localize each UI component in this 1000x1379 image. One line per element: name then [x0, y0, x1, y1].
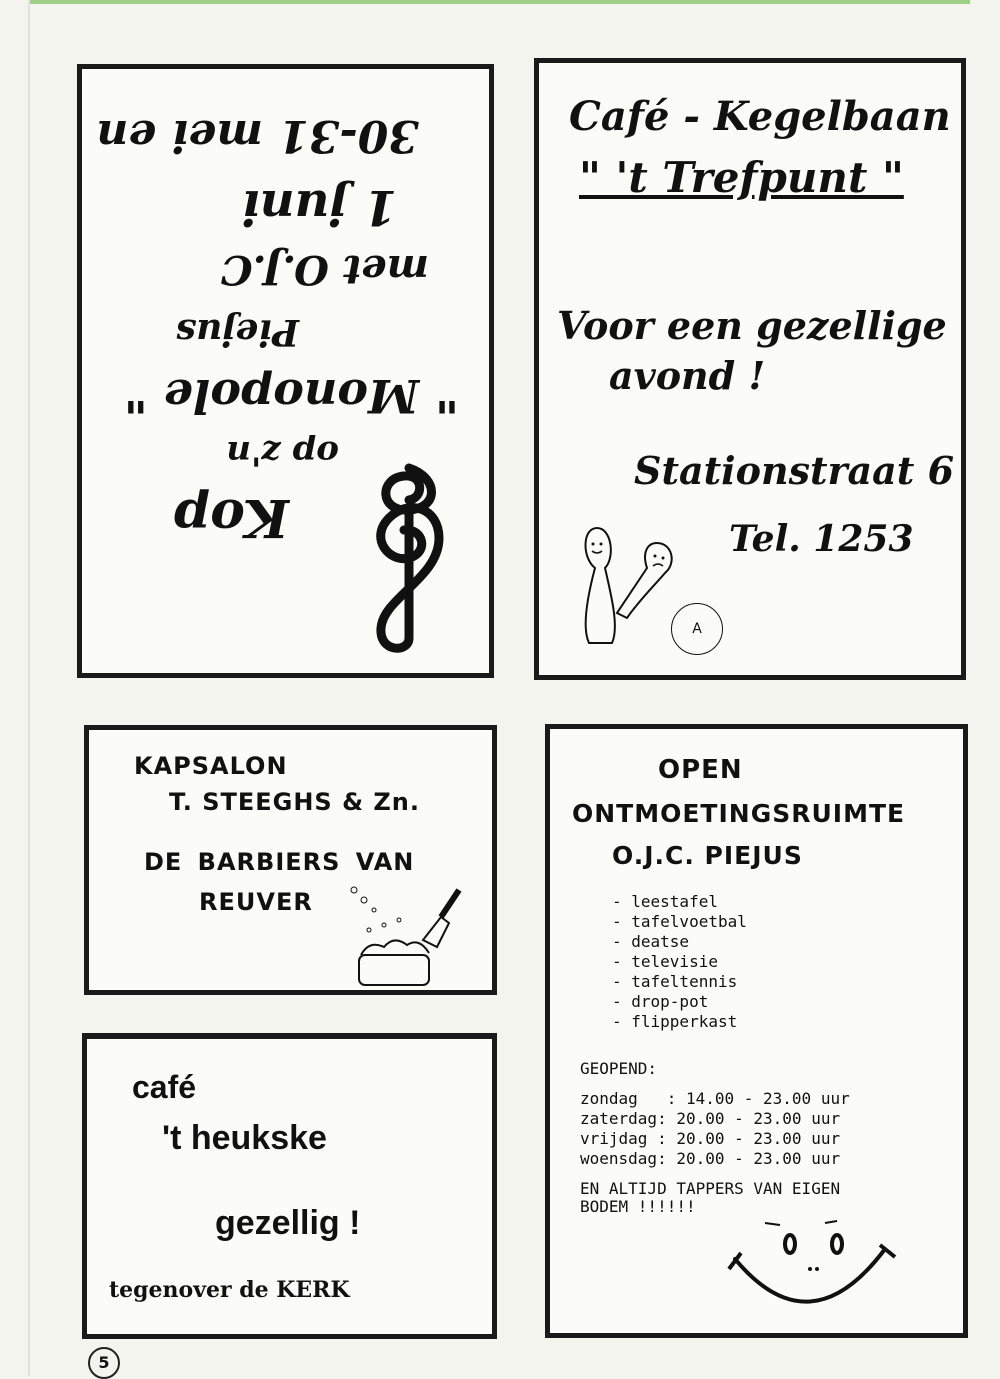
ad-concert-box [77, 64, 494, 678]
ad-ojc-footer1: EN ALTIJD TAPPERS VAN EIGEN [580, 1179, 841, 1198]
ad-kapsalon-line3: DE BARBIERS VAN [144, 848, 415, 876]
ad-concert-line1: 30-31 mei en [96, 110, 419, 161]
ad-cafe-kegelbaan-tagline2: avond ! [609, 353, 766, 398]
ad-concert-line6: op z'n [226, 433, 339, 473]
ad-concert-line7: Kop [173, 487, 289, 548]
ad-cafe-kegelbaan-signature: A [671, 603, 723, 655]
ad-concert-line5: " Monopole " [123, 369, 459, 423]
page-number: 5 [88, 1347, 120, 1379]
ad-concert-line2: 1 juni [241, 179, 397, 235]
ad-heukske-line3: gezellig ! [215, 1204, 361, 1242]
ad-heukske-line1: café [132, 1069, 197, 1105]
ad-ojc-item: - drop-pot [612, 992, 709, 1011]
ad-ojc-item: - leestafel [612, 892, 718, 911]
ad-concert-rotated [82, 69, 489, 673]
ad-ojc-item: - tafelvoetbal [612, 912, 747, 931]
ad-ojc-title2: ONTMOETINGSRUIMTE [572, 799, 906, 828]
ad-ojc-item: - flipperkast [612, 1012, 738, 1031]
ad-ojc-schedule-row: zaterdag: 20.00 - 23.00 uur [580, 1109, 841, 1128]
ad-cafe-kegelbaan-tagline1: Voor een gezellige [557, 303, 947, 348]
ad-ojc-box [545, 724, 968, 1338]
ad-heukske-box [82, 1033, 497, 1339]
ad-ojc-schedule-row: woensdag: 20.00 - 23.00 uur [580, 1149, 841, 1168]
page-edge [28, 0, 30, 1376]
ad-kapsalon-line4: REUVER [199, 888, 313, 916]
ad-kapsalon-line2: T. STEEGHS & Zn. [169, 788, 420, 816]
ad-cafe-kegelbaan-box [534, 58, 966, 680]
ad-ojc-title1: OPEN [658, 755, 743, 785]
ad-cafe-kegelbaan-address: Stationstraat 6 [634, 448, 955, 493]
ad-ojc-item: - tafeltennis [612, 972, 738, 991]
ad-ojc-open-label: GEOPEND: [580, 1059, 658, 1078]
ad-ojc-item: - televisie [612, 952, 718, 971]
ad-ojc-schedule-row: vrijdag : 20.00 - 23.00 uur [580, 1129, 841, 1148]
ad-ojc-schedule-row: zondag : 14.00 - 23.00 uur [580, 1089, 850, 1108]
ad-cafe-kegelbaan-title: Café - Kegelbaan [569, 93, 951, 140]
smiley-face-icon [725, 1219, 900, 1319]
ad-ojc-title3: O.J.C. PIEJUS [612, 841, 803, 870]
treble-clef-icon [369, 458, 449, 658]
ad-kapsalon-line1: KAPSALON [134, 752, 288, 780]
ad-ojc-item: - deatse [612, 932, 690, 951]
ad-kapsalon-box [84, 725, 497, 995]
top-border-line [30, 0, 970, 4]
ad-cafe-kegelbaan-phone: Tel. 1253 [729, 518, 914, 560]
ad-concert-line3: met O.J.C [220, 246, 429, 293]
ad-concert-line4: Piejus [175, 311, 299, 353]
ad-cafe-kegelbaan-name: " 't Trefpunt " [579, 153, 904, 202]
ad-heukske-line2: 't heukske [162, 1119, 327, 1157]
ad-heukske-line4: tegenover de KERK [109, 1277, 350, 1303]
shaving-brush-icon [339, 885, 469, 995]
ad-ojc-footer2: BODEM !!!!!! [580, 1197, 696, 1216]
